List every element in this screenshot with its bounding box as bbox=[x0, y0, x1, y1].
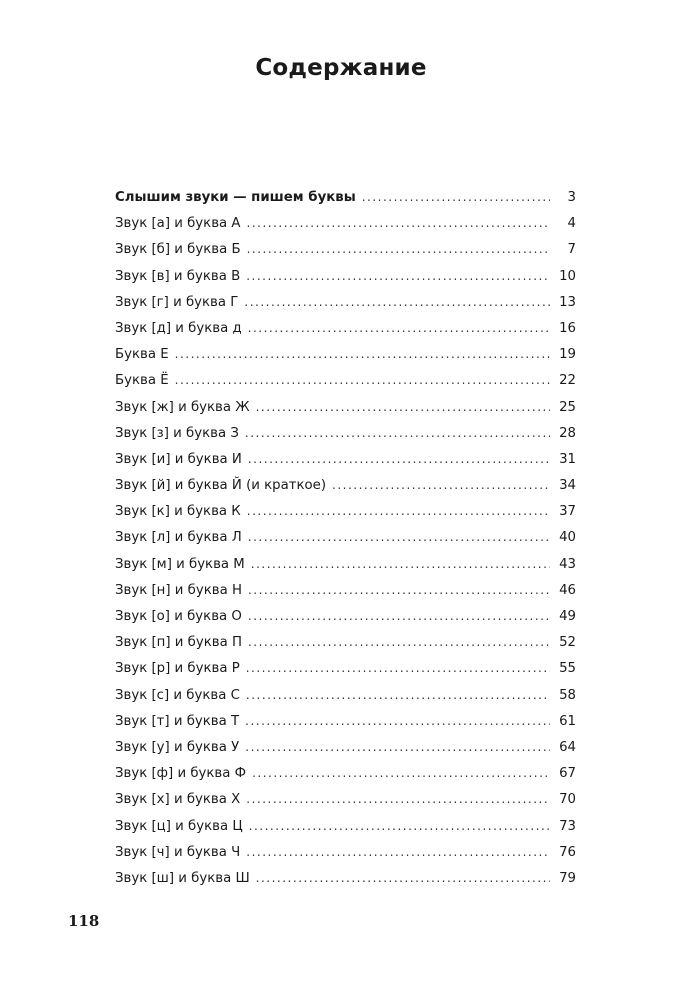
toc-entry-page: 64 bbox=[559, 739, 576, 755]
dot-leader bbox=[256, 871, 550, 885]
toc-entry-label: Звук [м] и буква М bbox=[115, 556, 245, 572]
dot-leader bbox=[362, 190, 550, 204]
toc-entry-page: 40 bbox=[559, 530, 576, 546]
toc-entry-label: Звук [д] и буква д bbox=[115, 320, 242, 336]
page-number: 118 bbox=[68, 912, 100, 930]
toc-entry-page: 58 bbox=[559, 687, 576, 703]
dot-leader bbox=[248, 530, 550, 544]
toc-entry-page: 52 bbox=[559, 635, 576, 651]
toc-entry[interactable] bbox=[115, 426, 576, 452]
dot-leader bbox=[245, 714, 550, 728]
toc-entry[interactable] bbox=[115, 530, 576, 556]
toc-entry-label: Звук [й] и буква Й (и краткое) bbox=[115, 478, 327, 494]
toc-entry-label: Звук [а] и буква А bbox=[115, 216, 241, 232]
dot-leader bbox=[248, 452, 550, 466]
toc-entry[interactable] bbox=[115, 504, 576, 530]
toc-entry-label: Звук [о] и буква О bbox=[115, 609, 242, 624]
toc-entry-label: Звук [п] и буква П bbox=[115, 635, 242, 651]
toc-entry[interactable] bbox=[115, 609, 576, 635]
toc-entry[interactable] bbox=[115, 766, 576, 792]
toc-entry[interactable] bbox=[115, 845, 576, 871]
toc-entry-label: Звук [ш] и буква Ш bbox=[115, 870, 250, 886]
dot-leader bbox=[246, 845, 550, 859]
toc-entry[interactable] bbox=[115, 740, 576, 766]
page-title: Содержание bbox=[255, 55, 427, 81]
toc-entry-page: 7 bbox=[567, 242, 576, 258]
toc-entry-page: 61 bbox=[559, 713, 576, 729]
toc-entry-label: Звук [ц] и буква Ц bbox=[115, 818, 243, 834]
dot-leader bbox=[252, 766, 550, 780]
toc-entry-page: 43 bbox=[559, 556, 576, 572]
toc-entry-label: Звук [ч] и буква Ч bbox=[115, 844, 241, 860]
dot-leader bbox=[175, 373, 550, 387]
toc-entry-label: Звук [б] и буква Б bbox=[115, 242, 241, 258]
dot-leader bbox=[244, 295, 550, 309]
toc-entry-label: Звук [с] и буква С bbox=[115, 687, 240, 703]
toc-entry-label: Звук [х] и буква Х bbox=[115, 792, 241, 808]
toc-entry-label: Звук [н] и буква Н bbox=[115, 582, 242, 598]
dot-leader bbox=[247, 504, 550, 518]
toc-entry-page: 3 bbox=[567, 190, 576, 205]
toc-entry[interactable] bbox=[115, 792, 576, 818]
toc-entry-label: Звук [л] и буква Л bbox=[115, 530, 242, 546]
toc-entry-page: 37 bbox=[559, 504, 576, 520]
toc-entry-label: Звук [у] и буква У bbox=[115, 739, 240, 755]
toc-entry[interactable] bbox=[115, 400, 576, 426]
toc-entry[interactable] bbox=[115, 242, 576, 268]
toc-entry[interactable] bbox=[115, 347, 576, 373]
dot-leader bbox=[251, 557, 550, 571]
toc-entry[interactable] bbox=[115, 269, 576, 295]
toc-entry-page: 73 bbox=[559, 818, 576, 834]
toc-entry[interactable] bbox=[115, 295, 576, 321]
toc-entry-page: 76 bbox=[559, 844, 576, 860]
toc-entry[interactable] bbox=[115, 871, 576, 897]
toc-entry-label: Звук [и] и буква И bbox=[115, 451, 242, 467]
dot-leader bbox=[245, 426, 550, 440]
toc-entry[interactable] bbox=[115, 557, 576, 583]
table-of-contents bbox=[115, 190, 576, 897]
dot-leader bbox=[256, 400, 550, 414]
toc-entry[interactable] bbox=[115, 635, 576, 661]
dot-leader bbox=[249, 819, 550, 833]
toc-entry[interactable] bbox=[115, 714, 576, 740]
dot-leader bbox=[247, 242, 550, 256]
dot-leader bbox=[245, 740, 550, 754]
dot-leader bbox=[248, 321, 550, 335]
toc-entry-page: 13 bbox=[559, 294, 576, 310]
dot-leader bbox=[246, 661, 550, 675]
toc-entry-page: 25 bbox=[559, 399, 576, 415]
toc-entry-page: 67 bbox=[559, 766, 576, 782]
toc-entry-page: 28 bbox=[559, 425, 576, 441]
toc-entry-label: Звук [ж] и буква Ж bbox=[115, 399, 250, 415]
toc-entry-page: 22 bbox=[559, 373, 576, 389]
dot-leader bbox=[332, 478, 550, 492]
dot-leader bbox=[246, 792, 550, 806]
toc-entry-label: Звук [р] и буква Р bbox=[115, 661, 240, 677]
toc-entry-page: 49 bbox=[559, 609, 576, 624]
toc-entry[interactable] bbox=[115, 216, 576, 242]
dot-leader bbox=[175, 347, 550, 361]
toc-entry-label: Звук [г] и буква Г bbox=[115, 294, 239, 310]
dot-leader bbox=[247, 216, 550, 230]
toc-entry-label: Буква Ё bbox=[115, 373, 169, 389]
toc-entry-page: 4 bbox=[567, 216, 576, 232]
toc-entry-page: 19 bbox=[559, 347, 576, 363]
toc-entry[interactable] bbox=[115, 373, 576, 399]
dot-leader bbox=[248, 583, 550, 597]
toc-entry-label: Буква Е bbox=[115, 347, 169, 363]
toc-entry-label: Звук [в] и буква В bbox=[115, 268, 241, 284]
toc-entry[interactable] bbox=[115, 478, 576, 504]
toc-entry-label: Звук [з] и буква З bbox=[115, 425, 239, 441]
toc-entry[interactable] bbox=[115, 452, 576, 478]
dot-leader bbox=[246, 688, 550, 702]
toc-entry[interactable] bbox=[115, 661, 576, 687]
toc-entry-label: Звук [ф] и буква Ф bbox=[115, 766, 247, 782]
toc-entry-label: Звук [к] и буква К bbox=[115, 504, 241, 520]
toc-entry-page: 16 bbox=[559, 320, 576, 336]
toc-entry[interactable] bbox=[115, 819, 576, 845]
toc-entry-label: Звук [т] и буква Т bbox=[115, 713, 240, 729]
dot-leader bbox=[248, 609, 550, 623]
toc-entry[interactable] bbox=[115, 583, 576, 609]
toc-entry-page: 55 bbox=[559, 661, 576, 677]
dot-leader bbox=[246, 269, 550, 283]
toc-entry-page: 10 bbox=[559, 268, 576, 284]
dot-leader bbox=[248, 635, 550, 649]
toc-entry[interactable] bbox=[115, 688, 576, 714]
toc-entry-page: 79 bbox=[559, 870, 576, 886]
toc-entry[interactable] bbox=[115, 321, 576, 347]
toc-entry-page: 46 bbox=[559, 582, 576, 598]
toc-entry-page: 70 bbox=[559, 792, 576, 808]
toc-entry-label: Слышим звуки — пишем буквы bbox=[115, 190, 356, 205]
toc-entry-page: 31 bbox=[559, 451, 576, 467]
toc-entry[interactable] bbox=[115, 190, 576, 216]
toc-entry-page: 34 bbox=[559, 478, 576, 494]
